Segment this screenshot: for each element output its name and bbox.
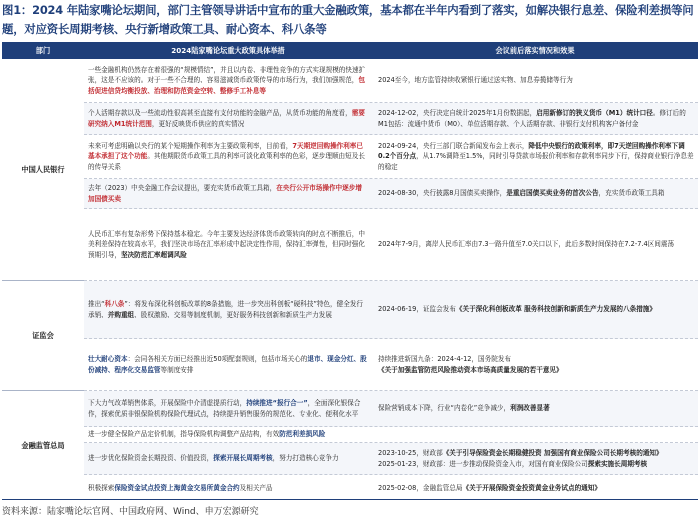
text-segment: 2025-01-23，财政部：进一步推动保险资金入市，对国有商业保险公司: [378, 459, 588, 468]
progress-cell: [372, 281, 698, 338]
text-segment: 2024-12-02，央行决定自统计2025年1月份数据起，: [378, 109, 537, 118]
progress-text: [378, 75, 573, 85]
policy-cell: [84, 103, 372, 134]
text-segment: ：会同各相关方面已经推出近50项配套规则，包括市场关心的: [127, 355, 308, 364]
table-row: [84, 135, 698, 179]
table-row: [84, 339, 698, 391]
dept-pboc: [2, 59, 84, 281]
source-note: 资料来源：陆家嘴论坛官网、中国政府网、Wind、申万宏源研究: [2, 507, 259, 517]
progress-cell: [372, 339, 698, 390]
progress-cell: [372, 427, 698, 442]
text-segment: 保险资金试点投资上海黄金交易所黄金合约: [114, 483, 240, 492]
text-segment: 探索开展长周期考核: [213, 454, 273, 463]
policy-text: [88, 108, 368, 129]
text-segment: 包括促进信贷均衡投放、治理和防范资金空转、整修手工补息等: [88, 76, 365, 95]
policy-text: [88, 453, 339, 463]
dept-pboc-label: 中国人民银行: [21, 164, 65, 174]
text-segment: 下大力气改革销售体系，开展保险中介清虚提质行动，: [88, 399, 247, 408]
progress-cell: [372, 103, 698, 134]
text-segment: 个人活期存款以及一些流动性很高甚至直接有支付功能的金融产品，从货币功能的角度看，: [88, 109, 352, 118]
table-row: [84, 209, 698, 281]
policy-cell: [84, 209, 372, 280]
text-segment: 在央行公开市场操作中逐步增加国债买卖: [88, 184, 362, 203]
text-segment: 防范利差损风险: [279, 430, 326, 439]
table-row: [84, 179, 698, 209]
policy-cell: [84, 179, 372, 208]
policy-text: [88, 429, 325, 439]
progress-cell: [372, 179, 698, 208]
table-row: [84, 427, 698, 443]
policy-cell: [84, 59, 372, 102]
policy-cell: [84, 339, 372, 390]
text-segment: 一些金融机构仍然存在着很强的“规模情结”，并且以内卷、非理性竞争的方式实现规模的快速扩张，这是不应该的。对于一些不合理的、容易滋减货币政策传导的市场行为，我们加强规范，: [88, 66, 366, 85]
text-segment: 探索实施长周期考核: [587, 459, 648, 468]
text-segment: 《关于引导保险资金长期稳健投资 加强国有商业保险公司长期考核的通知》: [442, 449, 663, 458]
policy-cell: [84, 281, 372, 338]
policy-text: [88, 65, 368, 96]
text-segment: 《关于开展保险资金投资黄金业务试点的通知》: [462, 483, 601, 492]
progress-cell: [372, 443, 698, 474]
policy-table: [2, 42, 698, 500]
policy-text: [88, 483, 273, 493]
text-segment: 2024年7-9月，离岸人民币汇率由7.3一路升值至7.0关口以下，此后多数时间保持在7.2-7.4区间震荡: [378, 240, 675, 249]
text-segment: 7天期逆回购操作利率已基本承担了这个功能: [88, 142, 363, 161]
text-segment: 2024至今，地方监管持续收紧银行通过送实物、加息券揽储等行为: [378, 76, 573, 85]
text-segment: 。其他期限货币政策工具的利率可淡化政策利率的色彩，逐步理顺由短及长的传导关系: [88, 152, 365, 171]
dept-csrc-label: 证监会: [32, 330, 54, 340]
text-segment: 2025-02-08，金融监管总局: [378, 483, 463, 492]
progress-cell: [372, 59, 698, 102]
progress-text: [378, 108, 694, 129]
text-segment: ，从1.7%调降至1.5%，同时引导贷款市场报价利率和存款利率同步下行，保持商业银行净息差的稳定: [378, 152, 694, 171]
text-segment: 未来可考虑明确以央行的某个短期操作利率为主要政策利率，目前看，: [88, 142, 293, 151]
text-segment: 及相关产品: [239, 483, 273, 492]
policy-text: [88, 354, 368, 375]
text-segment: 利润改善显著: [510, 404, 550, 413]
progress-text: [378, 403, 550, 413]
text-segment: 降低中央银行的政策利率，即7天逆回购操作利率下调0.2个百分点: [378, 142, 685, 161]
policy-text: [88, 183, 368, 204]
policy-cell: [84, 443, 372, 474]
text-segment: 并购重组: [107, 310, 135, 319]
text-segment: 持续推进“报行合一”: [246, 399, 308, 408]
table-row: [84, 475, 698, 500]
progress-text: [378, 239, 674, 249]
progress-text: [378, 448, 663, 469]
text-segment: ，全面深化银保合作，探索优质非银保险机构保险代理试点，持续提升销售服务的规范化、专业化、便利化水平: [88, 399, 361, 418]
policy-cell: [84, 427, 372, 442]
progress-cell: [372, 209, 698, 280]
policy-cell: [84, 135, 372, 178]
text-segment: 进一步健全保险产品定价机制，指导保险机构调整产品结构，有效: [88, 430, 280, 439]
policy-cell: [84, 475, 372, 500]
text-segment: 去年（2023）中央金融工作会议提出，要充实货币政策工具箱，: [88, 184, 277, 193]
text-segment: 积极探索: [88, 483, 115, 492]
progress-cell: [372, 135, 698, 178]
policy-text: [88, 299, 368, 320]
progress-cell: [372, 475, 698, 500]
text-segment: 需要研究纳入M1统计范围: [88, 109, 365, 128]
policy-text: [88, 398, 368, 419]
header-dept: 部门: [35, 46, 51, 55]
progress-text: [378, 483, 601, 493]
dept-csrc: [2, 281, 84, 391]
text-segment: 人民币汇率有复杂形势下保持基本稳定。今年主要发达经济体货币政策转向的时点不断推后，中美利差保持在较高水平，我们坚决市场在汇率形成中起决定性作用，保持汇率弹性，但同时强化预期引导，: [88, 230, 365, 259]
text-segment: ”：将发布深化科创板改革的8条措施，进一步突出科创板“硬科技”特色，健全发行承销、: [88, 300, 364, 319]
table-row: [84, 103, 698, 135]
text-segment: 《关于深化科创板改革 服务科技创新和新质生产力发展的八条措施》: [455, 305, 656, 314]
text-segment: 2024-09-24，央行三部门联合新闻发布会上表示，: [378, 142, 529, 151]
text-segment: 启用新修订的狭义货币（M1）统计口径: [536, 109, 653, 118]
text-segment: 退市、现金分红、股份减持、程序化交易监管: [88, 355, 367, 374]
dept-nfra: [2, 391, 84, 500]
text-segment: 持续推进新国九条：2024-4-12，国务院发布: [378, 355, 512, 364]
header-policy: 2024陆家嘴论坛重大政策具体举措: [171, 46, 285, 55]
text-segment: 2023-10-25，财政部: [378, 449, 443, 458]
text-segment: 2024-08-30，央行披露8月国债买卖操作，: [378, 189, 507, 198]
text-segment: 是重启国债买卖业务的首次公告: [506, 189, 599, 198]
text-segment: 推出“: [88, 300, 105, 309]
text-segment: 壮大耐心资本: [88, 355, 128, 364]
progress-cell: [372, 391, 698, 426]
dept-nfra-label: 金融监管总局: [21, 441, 65, 450]
progress-text: [378, 188, 664, 198]
text-segment: 保险营销成本下降，行业“内卷化”竞争减少，: [378, 404, 511, 413]
text-segment: 、股权激励、交易等制度机制，更好服务科技创新和新质生产力发展: [134, 310, 332, 319]
text-segment: 2024-06-19，证监会发布: [378, 305, 456, 314]
table-header: [2, 43, 698, 59]
text-segment: 进一步优化保险资金长期投资、价值投资，: [88, 454, 214, 463]
text-segment: ，更好反映货币供应的真实情况: [151, 119, 245, 128]
table-row: [84, 281, 698, 339]
table-row: [84, 391, 698, 427]
policy-text: [88, 229, 368, 260]
text-segment: 科八条: [104, 300, 125, 309]
text-segment: 等制度安排: [160, 365, 194, 374]
table-row: [84, 443, 698, 475]
table-row: [84, 59, 698, 103]
text-segment: 。修订后的M1包括：流通中货币（M0）、单位活期存款、个人活期存款、非银行支付机构客户备付金: [378, 109, 686, 128]
policy-cell: [84, 391, 372, 426]
policy-text: [88, 141, 368, 172]
text-segment: 《关于加强监管防范风险推动资本市场高质量发展的若干意见》: [378, 365, 563, 374]
header-progress: 会议前后落实情况和效果: [495, 46, 575, 55]
figure-title: 图1：2024 年陆家嘴论坛期间，部门主管领导讲话中宣布的重大金融政策，基本都在半年内看到了落实，如解决银行息差、保险利差损等问题，对应资长周期考核、央行新增政策工具、耐心资本、科八条等: [2, 3, 694, 36]
text-segment: ，努力打造核心竞争力: [272, 454, 339, 463]
progress-text: [378, 354, 694, 375]
text-segment: ，充实货币政策工具箱: [598, 189, 665, 198]
text-segment: 坚决防范汇率超调风险: [120, 250, 187, 259]
progress-text: [378, 141, 694, 172]
progress-text: [378, 304, 656, 314]
